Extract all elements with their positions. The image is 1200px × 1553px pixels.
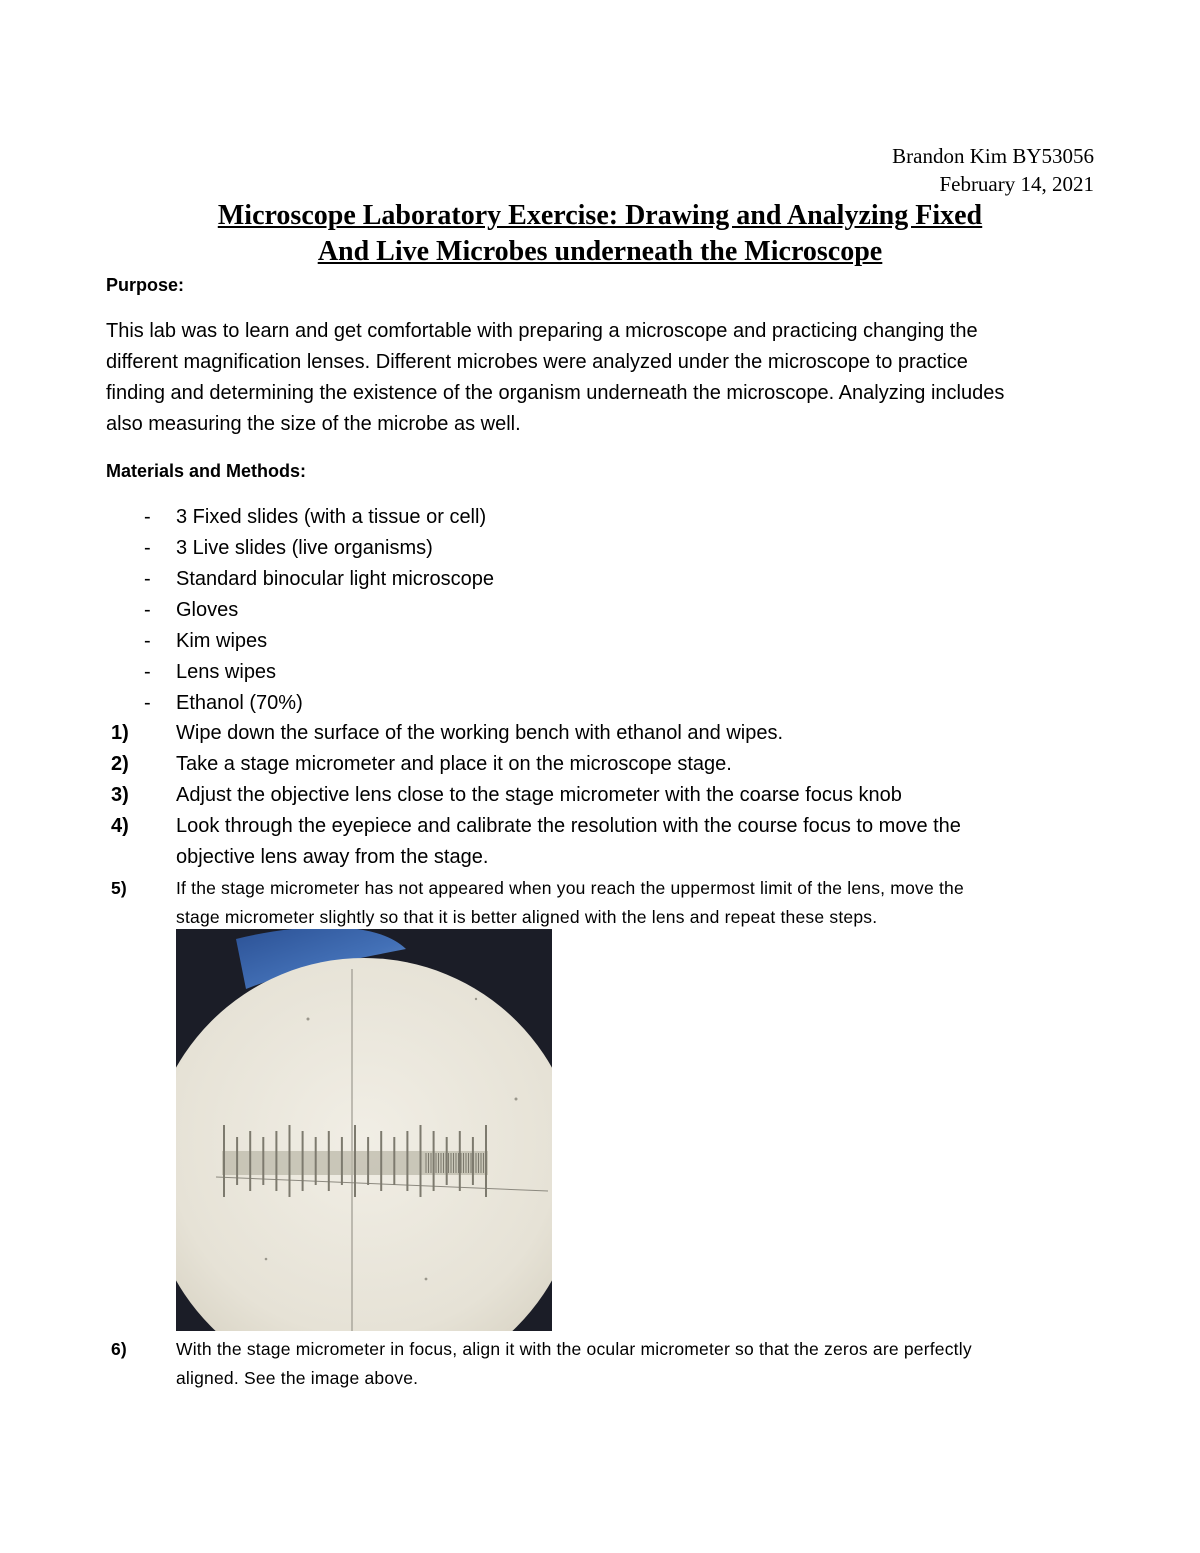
step-number: 2) xyxy=(111,753,129,775)
bullet-dash: - xyxy=(144,599,151,621)
list-item xyxy=(106,626,494,657)
step-text: aligned. See the image above. xyxy=(176,1368,419,1388)
micrometer-photo-svg xyxy=(176,929,552,1331)
bullet-dash: - xyxy=(144,692,151,714)
list-item xyxy=(106,533,494,564)
step-text: Adjust the objective lens close to the stage micrometer with the coarse focus knob xyxy=(176,784,902,806)
bullet-dash: - xyxy=(144,568,151,590)
method-step-5 xyxy=(106,874,1096,932)
method-steps-1-4 xyxy=(106,718,1096,873)
header-info xyxy=(892,142,1094,198)
list-item xyxy=(106,502,494,533)
step-number: 5) xyxy=(111,878,127,898)
purpose-heading: Purpose: xyxy=(106,275,185,295)
materials-heading: Materials and Methods: xyxy=(106,461,307,481)
bullet-dash: - xyxy=(144,506,151,528)
list-item xyxy=(106,595,494,626)
step-number: 4) xyxy=(111,815,129,837)
step-item xyxy=(106,749,1096,780)
step-text: stage micrometer slightly so that it is better aligned with the lens and repeat these steps. xyxy=(176,907,878,927)
dust-speck xyxy=(307,1018,310,1021)
step-text: With the stage micrometer in focus, align it with the ocular micrometer so that the zeros are perfectly xyxy=(176,1339,972,1359)
list-item xyxy=(106,657,494,688)
dust-speck xyxy=(515,1098,518,1101)
material-text: 3 Live slides (live organisms) xyxy=(176,537,433,559)
step-text: Wipe down the surface of the working bench with ethanol and wipes. xyxy=(176,722,784,744)
step-item xyxy=(106,874,1096,932)
purpose-body xyxy=(106,316,1096,440)
step-number: 6) xyxy=(111,1339,127,1359)
material-text: Ethanol (70%) xyxy=(176,692,303,714)
step-item xyxy=(106,718,1096,749)
step-item xyxy=(106,811,1096,873)
step-item xyxy=(106,780,1096,811)
step-item xyxy=(106,1335,1096,1393)
dust-speck xyxy=(425,1278,428,1281)
author-line: Brandon Kim BY53056 xyxy=(892,144,1094,168)
field-of-view xyxy=(176,958,552,1331)
date-line: February 14, 2021 xyxy=(939,172,1094,196)
list-item xyxy=(106,688,494,719)
step-text: objective lens away from the stage. xyxy=(176,846,489,868)
micrometer-photo xyxy=(176,929,552,1331)
material-text: Lens wipes xyxy=(176,661,277,683)
step-text: If the stage micrometer has not appeared when you reach the uppermost limit of the lens, move the xyxy=(176,878,964,898)
purpose-line: This lab was to learn and get comfortable with preparing a microscope and practicing changing the xyxy=(106,320,978,342)
list-item xyxy=(106,564,494,595)
bullet-dash: - xyxy=(144,661,151,683)
dust-speck xyxy=(265,1258,268,1261)
bullet-dash: - xyxy=(144,537,151,559)
materials-list xyxy=(106,502,494,719)
step-text: Look through the eyepiece and calibrate the resolution with the course focus to move the xyxy=(176,815,961,837)
method-step-6 xyxy=(106,1335,1096,1393)
step-text: Take a stage micrometer and place it on the microscope stage. xyxy=(176,753,732,775)
page-title xyxy=(100,198,1100,270)
purpose-line: finding and determining the existence of the organism underneath the microscope. Analyzing includes xyxy=(106,382,1005,404)
material-text: Standard binocular light microscope xyxy=(176,568,494,590)
dust-speck xyxy=(475,998,477,1000)
material-text: Kim wipes xyxy=(176,630,268,652)
purpose-line: also measuring the size of the microbe as well. xyxy=(106,413,521,435)
title-line-1: Microscope Laboratory Exercise: Drawing and Analyzing Fixed xyxy=(217,200,983,231)
bullet-dash: - xyxy=(144,630,151,652)
purpose-line: different magnification lenses. Different microbes were analyzed under the microscope to practice xyxy=(106,351,968,373)
material-text: Gloves xyxy=(176,599,239,621)
step-number: 1) xyxy=(111,722,129,744)
title-line-2: And Live Microbes underneath the Microscope xyxy=(317,236,883,267)
step-number: 3) xyxy=(111,784,129,806)
material-text: 3 Fixed slides (with a tissue or cell) xyxy=(176,506,487,528)
